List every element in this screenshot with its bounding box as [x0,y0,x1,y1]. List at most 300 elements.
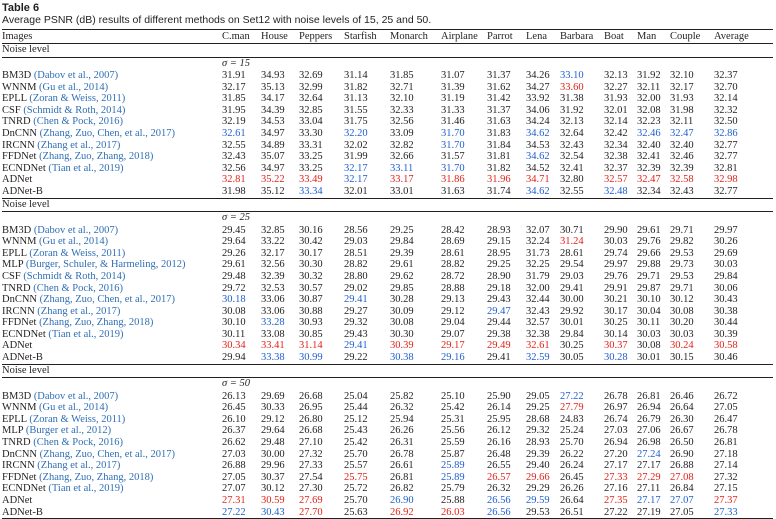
citation-link[interactable]: (Tian et al., 2019) [48,328,124,340]
value-cell: 30.01 [560,317,584,329]
value-cell: 32.81 [222,174,246,186]
method-name: ECNDNet [2,162,46,174]
value-cell: 31.96 [487,174,511,186]
value-cell: 26.64 [560,495,584,506]
value-cell: 32.10 [670,70,694,81]
table-row [2,70,773,82]
value-cell: 29.66 [526,471,550,483]
value-cell: 28.88 [441,282,465,294]
sigma-spacer [2,57,220,70]
value-cell: 33.49 [299,174,323,186]
value-cell: 32.11 [637,81,661,93]
value-cell: 26.03 [439,507,485,519]
citation-link[interactable]: (Tian et al., 2019) [48,483,124,495]
value-cell: 29.32 [526,425,550,437]
value-cell: 25.24 [560,425,584,437]
citation-link[interactable]: (Gu et al., 2014) [39,402,109,414]
value-cell: 26.10 [222,413,246,425]
citation-link[interactable]: (Schmidt & Roth, 2014) [23,104,126,116]
value-cell: 34.53 [526,139,550,151]
value-cell: 27.03 [222,448,246,460]
value-cell: 32.85 [261,224,285,236]
method-name: ADNet-B [2,185,43,197]
table-row [2,271,773,283]
value-cell: 29.39 [526,448,550,460]
value-cell: 32.14 [604,116,628,128]
method-name: ADNet-B [2,352,43,364]
value-cell: 30.11 [637,317,661,329]
value-cell: 32.17 [261,247,285,259]
value-cell: 32.17 [670,81,694,93]
sigma-row [2,378,773,391]
value-cell: 32.42 [604,127,628,139]
value-cell: 31.98 [222,185,246,197]
value-cell: 27.22 [602,507,635,519]
value-cell: 27.37 [714,495,738,506]
value-cell: 34.24 [526,116,550,128]
value-cell: 32.01 [604,104,628,116]
value-cell: 32.44 [526,294,550,306]
value-cell: 30.34 [222,340,246,352]
value-cell: 30.03 [714,259,738,271]
value-cell: 26.32 [390,402,414,414]
table-row [2,414,773,426]
citation-link[interactable]: (Tian et al., 2019) [48,162,124,174]
value-cell: 31.63 [487,116,511,128]
value-cell: 30.99 [299,352,323,364]
value-cell: 28.61 [441,247,465,259]
value-cell: 32.43 [526,305,550,317]
citation-link[interactable]: (Dabov et al., 2007) [33,224,119,236]
value-cell: 34.62 [526,127,550,139]
value-cell: 29.41 [560,282,584,294]
value-cell: 26.22 [560,448,584,460]
value-cell: 32.57 [604,174,628,186]
value-cell: 26.51 [558,507,602,519]
value-cell: 29.66 [637,247,661,259]
value-cell: 32.66 [390,151,414,163]
method-name: EPLL [2,413,27,425]
value-cell: 31.93 [604,93,628,105]
table-row [2,340,773,352]
value-cell: 30.25 [604,317,628,329]
value-cell: 26.64 [670,402,694,414]
citation-link[interactable]: (Gu et al., 2014) [39,81,109,93]
value-cell: 30.30 [299,259,323,271]
value-cell: 26.48 [487,448,511,460]
value-cell: 29.25 [390,224,414,236]
citation-link[interactable]: (Dabov et al., 2007) [33,390,119,402]
method-cell [2,437,220,449]
value-cell: 32.55 [222,139,246,151]
value-cell: 30.14 [604,328,628,340]
value-cell: 25.42 [441,402,465,414]
value-cell: 26.16 [487,437,511,449]
column-header: Barbara [558,30,602,44]
value-cell: 34.53 [261,116,285,128]
value-cell: 33.60 [560,81,584,93]
value-cell: 32.70 [714,81,738,93]
method-name: ADNet-B [2,506,43,518]
value-cell: 29.40 [526,460,550,472]
citation-link[interactable]: (Zoran & Weiss, 2011) [29,93,126,105]
column-header-images: Images [2,30,220,44]
value-cell: 26.84 [670,483,694,495]
value-cell: 33.17 [390,174,414,186]
method-cell [2,283,220,295]
citation-link[interactable]: (Zhang, Zuo, Zhang, 2018) [39,151,154,163]
value-cell: 26.47 [714,413,738,425]
method-cell [2,294,220,306]
value-cell: 33.10 [560,70,584,81]
value-cell: 25.82 [390,390,414,402]
citation-link[interactable]: (Zoran & Weiss, 2011) [29,247,126,259]
value-cell: 30.33 [261,402,285,414]
citation-link[interactable]: (Schmidt & Roth, 2014) [23,270,126,282]
value-cell: 31.55 [344,104,368,116]
value-cell: 27.06 [637,425,661,437]
value-cell: 27.31 [222,495,246,506]
value-cell: 27.07 [222,483,246,495]
value-cell: 25.43 [344,425,368,437]
method-name: FFDNet [2,317,37,329]
value-cell: 27.29 [637,471,661,483]
value-cell: 31.91 [222,70,246,81]
value-cell: 25.87 [441,448,465,460]
value-cell: 31.86 [441,174,465,186]
value-cell: 25.04 [344,390,368,402]
value-cell: 27.24 [637,448,661,460]
value-cell: 28.69 [441,236,465,248]
method-cell [2,163,220,175]
value-cell: 31.75 [344,116,368,128]
table-row [2,425,773,437]
value-cell: 29.53 [524,507,558,519]
value-cell: 27.32 [299,448,323,460]
method-cell [2,483,220,495]
value-cell: 28.56 [344,224,368,236]
table-row [2,507,773,519]
value-cell: 33.92 [526,93,550,105]
value-cell: 31.95 [222,104,246,116]
value-cell: 29.71 [670,224,694,236]
value-cell: 32.17 [344,174,368,186]
citation-link[interactable]: (Zhang, Zuo, Zhang, 2018) [39,471,154,483]
value-cell: 32.33 [390,104,414,116]
value-cell: 30.25 [560,340,584,352]
table-row [2,449,773,461]
value-cell: 32.56 [390,116,414,128]
value-cell: 31.92 [560,104,584,116]
value-cell: 32.61 [526,340,550,352]
citation-link[interactable]: (Burger, Schuler, & Harmeling, 2012) [25,259,186,271]
method-cell [2,271,220,283]
value-cell: 25.57 [344,460,368,472]
noise-level-label: Noise level [2,44,773,58]
sigma-spacer [2,378,220,391]
value-cell: 32.77 [714,185,738,197]
citation-link[interactable]: (Gu et al., 2014) [39,236,109,248]
value-cell: 29.92 [560,305,584,317]
value-cell: 26.62 [222,437,246,449]
method-cell [2,236,220,248]
citation-link[interactable]: (Burger et al., 2012) [25,425,112,437]
value-cell: 31.07 [441,70,465,81]
value-cell: 29.12 [261,413,285,425]
value-cell: 32.13 [604,70,628,81]
method-cell [2,151,220,163]
value-cell: 29.54 [560,259,584,271]
method-cell [2,174,220,186]
value-cell: 31.63 [441,185,465,197]
method-cell [2,449,220,461]
method-cell [2,306,220,318]
value-cell: 33.06 [261,305,285,317]
value-cell: 29.25 [526,402,550,414]
value-cell: 31.70 [441,127,465,139]
table-row [2,186,773,198]
citation-link[interactable]: (Zhang, Zuo, Chen, et al., 2017) [39,127,175,139]
value-cell: 32.23 [637,116,661,128]
sigma-spacer [2,212,220,225]
value-cell: 33.04 [299,116,323,128]
value-cell: 30.10 [637,294,661,306]
table-row [2,352,773,364]
value-cell: 30.17 [604,305,628,317]
value-cell: 31.82 [344,81,368,93]
value-cell: 32.01 [344,185,368,197]
value-cell: 27.22 [560,390,584,402]
value-cell: 33.08 [261,328,285,340]
value-cell: 30.28 [604,352,628,364]
value-cell: 33.11 [390,162,414,174]
value-cell: 30.20 [670,317,694,329]
column-header: Parrot [485,30,524,44]
citation-link[interactable]: (Dabov et al., 2007) [33,70,119,81]
value-cell: 30.42 [299,236,323,248]
value-cell: 31.46 [441,116,465,128]
value-cell: 32.64 [560,127,584,139]
citation-link[interactable]: (Zhang, Zuo, Zhang, 2018) [39,317,154,329]
column-header: Couple [668,30,712,44]
citation-link[interactable]: (Chen & Pock, 2016) [33,116,124,128]
value-cell: 27.54 [299,471,323,483]
value-cell: 25.90 [487,390,511,402]
value-cell: 29.27 [344,305,368,317]
value-cell: 34.97 [261,127,285,139]
value-cell: 30.87 [299,294,323,306]
citation-link[interactable]: (Zhang et al., 2017) [37,305,121,317]
value-cell: 30.85 [299,328,323,340]
value-cell: 29.44 [487,317,511,329]
value-cell: 31.79 [526,270,550,282]
value-cell: 32.32 [714,104,738,116]
method-cell [2,495,220,507]
value-cell: 32.34 [604,139,628,151]
value-cell: 35.07 [261,151,285,163]
value-cell: 30.12 [670,294,694,306]
value-cell: 27.05 [668,507,712,519]
table-row [2,495,773,507]
value-cell: 29.13 [441,294,465,306]
value-cell: 26.26 [390,425,414,437]
method-cell [2,472,220,484]
value-cell: 32.69 [299,70,323,81]
method-name: TNRD [2,282,31,294]
value-cell: 32.13 [560,116,584,128]
citation-link[interactable]: (Zhang, Zuo, Chen, et al., 2017) [39,294,175,306]
method-name: ECNDNet [2,328,46,340]
value-cell: 26.81 [714,437,738,449]
citation-link[interactable]: (Chen & Pock, 2016) [33,437,124,449]
citation-link[interactable]: (Zhang et al., 2017) [37,139,121,151]
column-header: Boat [602,30,635,44]
psnr-table [2,29,773,519]
method-name: BM3D [2,224,32,236]
value-cell: 26.50 [670,437,694,449]
method-name: CSF [2,270,21,282]
value-cell: 30.28 [390,294,414,306]
value-cell: 31.92 [637,70,661,81]
citation-link[interactable]: (Chen & Pock, 2016) [33,282,124,294]
value-cell: 30.00 [560,294,584,306]
citation-link[interactable]: (Zhang et al., 2017) [37,460,121,472]
value-cell: 26.55 [487,460,511,472]
value-cell: 31.82 [487,162,511,174]
value-cell: 25.89 [441,460,465,472]
value-cell: 32.57 [526,317,550,329]
value-cell: 30.10 [222,317,246,329]
table-row [2,151,773,163]
value-cell: 32.17 [344,162,368,174]
value-cell: 29.49 [487,340,511,352]
value-cell: 29.59 [526,495,550,506]
method-name: CSF [2,104,21,116]
value-cell: 29.87 [637,282,661,294]
method-name: ECNDNet [2,483,46,495]
value-cell: 25.10 [441,390,465,402]
value-cell: 25.70 [560,437,584,449]
value-cell: 26.68 [299,425,323,437]
value-cell: 27.32 [714,471,738,483]
method-cell [2,105,220,117]
method-name: DnCNN [2,448,38,460]
value-cell: 34.06 [526,104,550,116]
value-cell: 33.01 [390,185,414,197]
value-cell: 30.18 [222,294,246,306]
value-cell: 33.09 [390,127,414,139]
value-cell: 30.43 [714,294,738,306]
value-cell: 29.91 [604,282,628,294]
value-cell: 30.44 [714,317,738,329]
value-cell: 31.85 [222,93,246,105]
value-cell: 29.88 [637,259,661,271]
citation-link[interactable]: (Zhang, Zuo, Chen, et al., 2017) [39,448,175,460]
value-cell: 31.57 [441,151,465,163]
value-cell: 31.81 [487,151,511,163]
value-cell: 30.08 [390,317,414,329]
value-cell: 27.79 [560,402,584,414]
table-row [2,472,773,484]
value-cell: 26.80 [299,413,323,425]
value-cell: 32.56 [222,162,246,174]
value-cell: 27.15 [714,483,738,495]
value-cell: 34.39 [261,104,285,116]
noise-level-row [2,44,773,58]
table-row [2,483,773,495]
value-cell: 30.11 [222,328,246,340]
method-cell [2,425,220,437]
value-cell: 31.62 [487,81,511,93]
value-cell: 27.14 [714,460,738,472]
value-cell: 32.39 [261,270,285,282]
table-row [2,329,773,341]
value-cell: 26.74 [604,413,628,425]
value-cell: 26.97 [604,402,628,414]
value-cell: 25.70 [344,495,368,506]
value-cell: 34.52 [526,162,550,174]
value-cell: 32.56 [261,259,285,271]
column-header: Monarch [388,30,439,44]
value-cell: 29.90 [604,224,628,236]
value-cell: 29.71 [670,282,694,294]
value-cell: 32.99 [299,81,323,93]
value-cell: 28.72 [441,270,465,282]
value-cell: 32.53 [261,282,285,294]
value-cell: 29.15 [487,236,511,248]
value-cell: 25.63 [342,507,388,519]
value-cell: 29.53 [670,270,694,282]
table-row [2,225,773,237]
method-cell [2,402,220,414]
value-cell: 27.30 [299,483,323,495]
method-name: BM3D [2,70,32,81]
value-cell: 26.81 [390,471,414,483]
value-cell: 26.14 [487,402,511,414]
table-label: Table 6 [2,2,40,14]
value-cell: 29.48 [222,270,246,282]
column-header: Average [712,30,773,44]
value-cell: 27.35 [604,495,628,506]
value-cell: 30.39 [714,328,738,340]
value-cell: 27.11 [637,483,661,495]
method-cell [2,317,220,329]
value-cell: 30.38 [390,352,414,364]
value-cell: 34.62 [526,151,550,163]
value-cell: 25.79 [441,483,465,495]
citation-link[interactable]: (Zoran & Weiss, 2011) [29,413,126,425]
value-cell: 32.00 [637,93,661,105]
value-cell: 30.05 [560,352,584,364]
value-cell: 26.72 [714,390,738,402]
table-row [2,391,773,403]
value-cell: 29.69 [714,247,738,259]
value-cell: 26.56 [487,495,511,506]
value-cell: 30.03 [670,328,694,340]
value-cell: 32.55 [560,185,584,197]
value-cell: 35.13 [261,81,285,93]
value-cell: 30.08 [670,305,694,317]
value-cell: 26.13 [222,390,246,402]
noise-level-label: Noise level [2,198,773,212]
value-cell: 30.17 [299,247,323,259]
value-cell: 29.48 [261,437,285,449]
value-cell: 28.90 [487,270,511,282]
method-name: IRCNN [2,460,35,472]
value-cell: 29.84 [714,270,738,282]
value-cell: 29.18 [487,282,511,294]
value-cell: 29.02 [344,282,368,294]
